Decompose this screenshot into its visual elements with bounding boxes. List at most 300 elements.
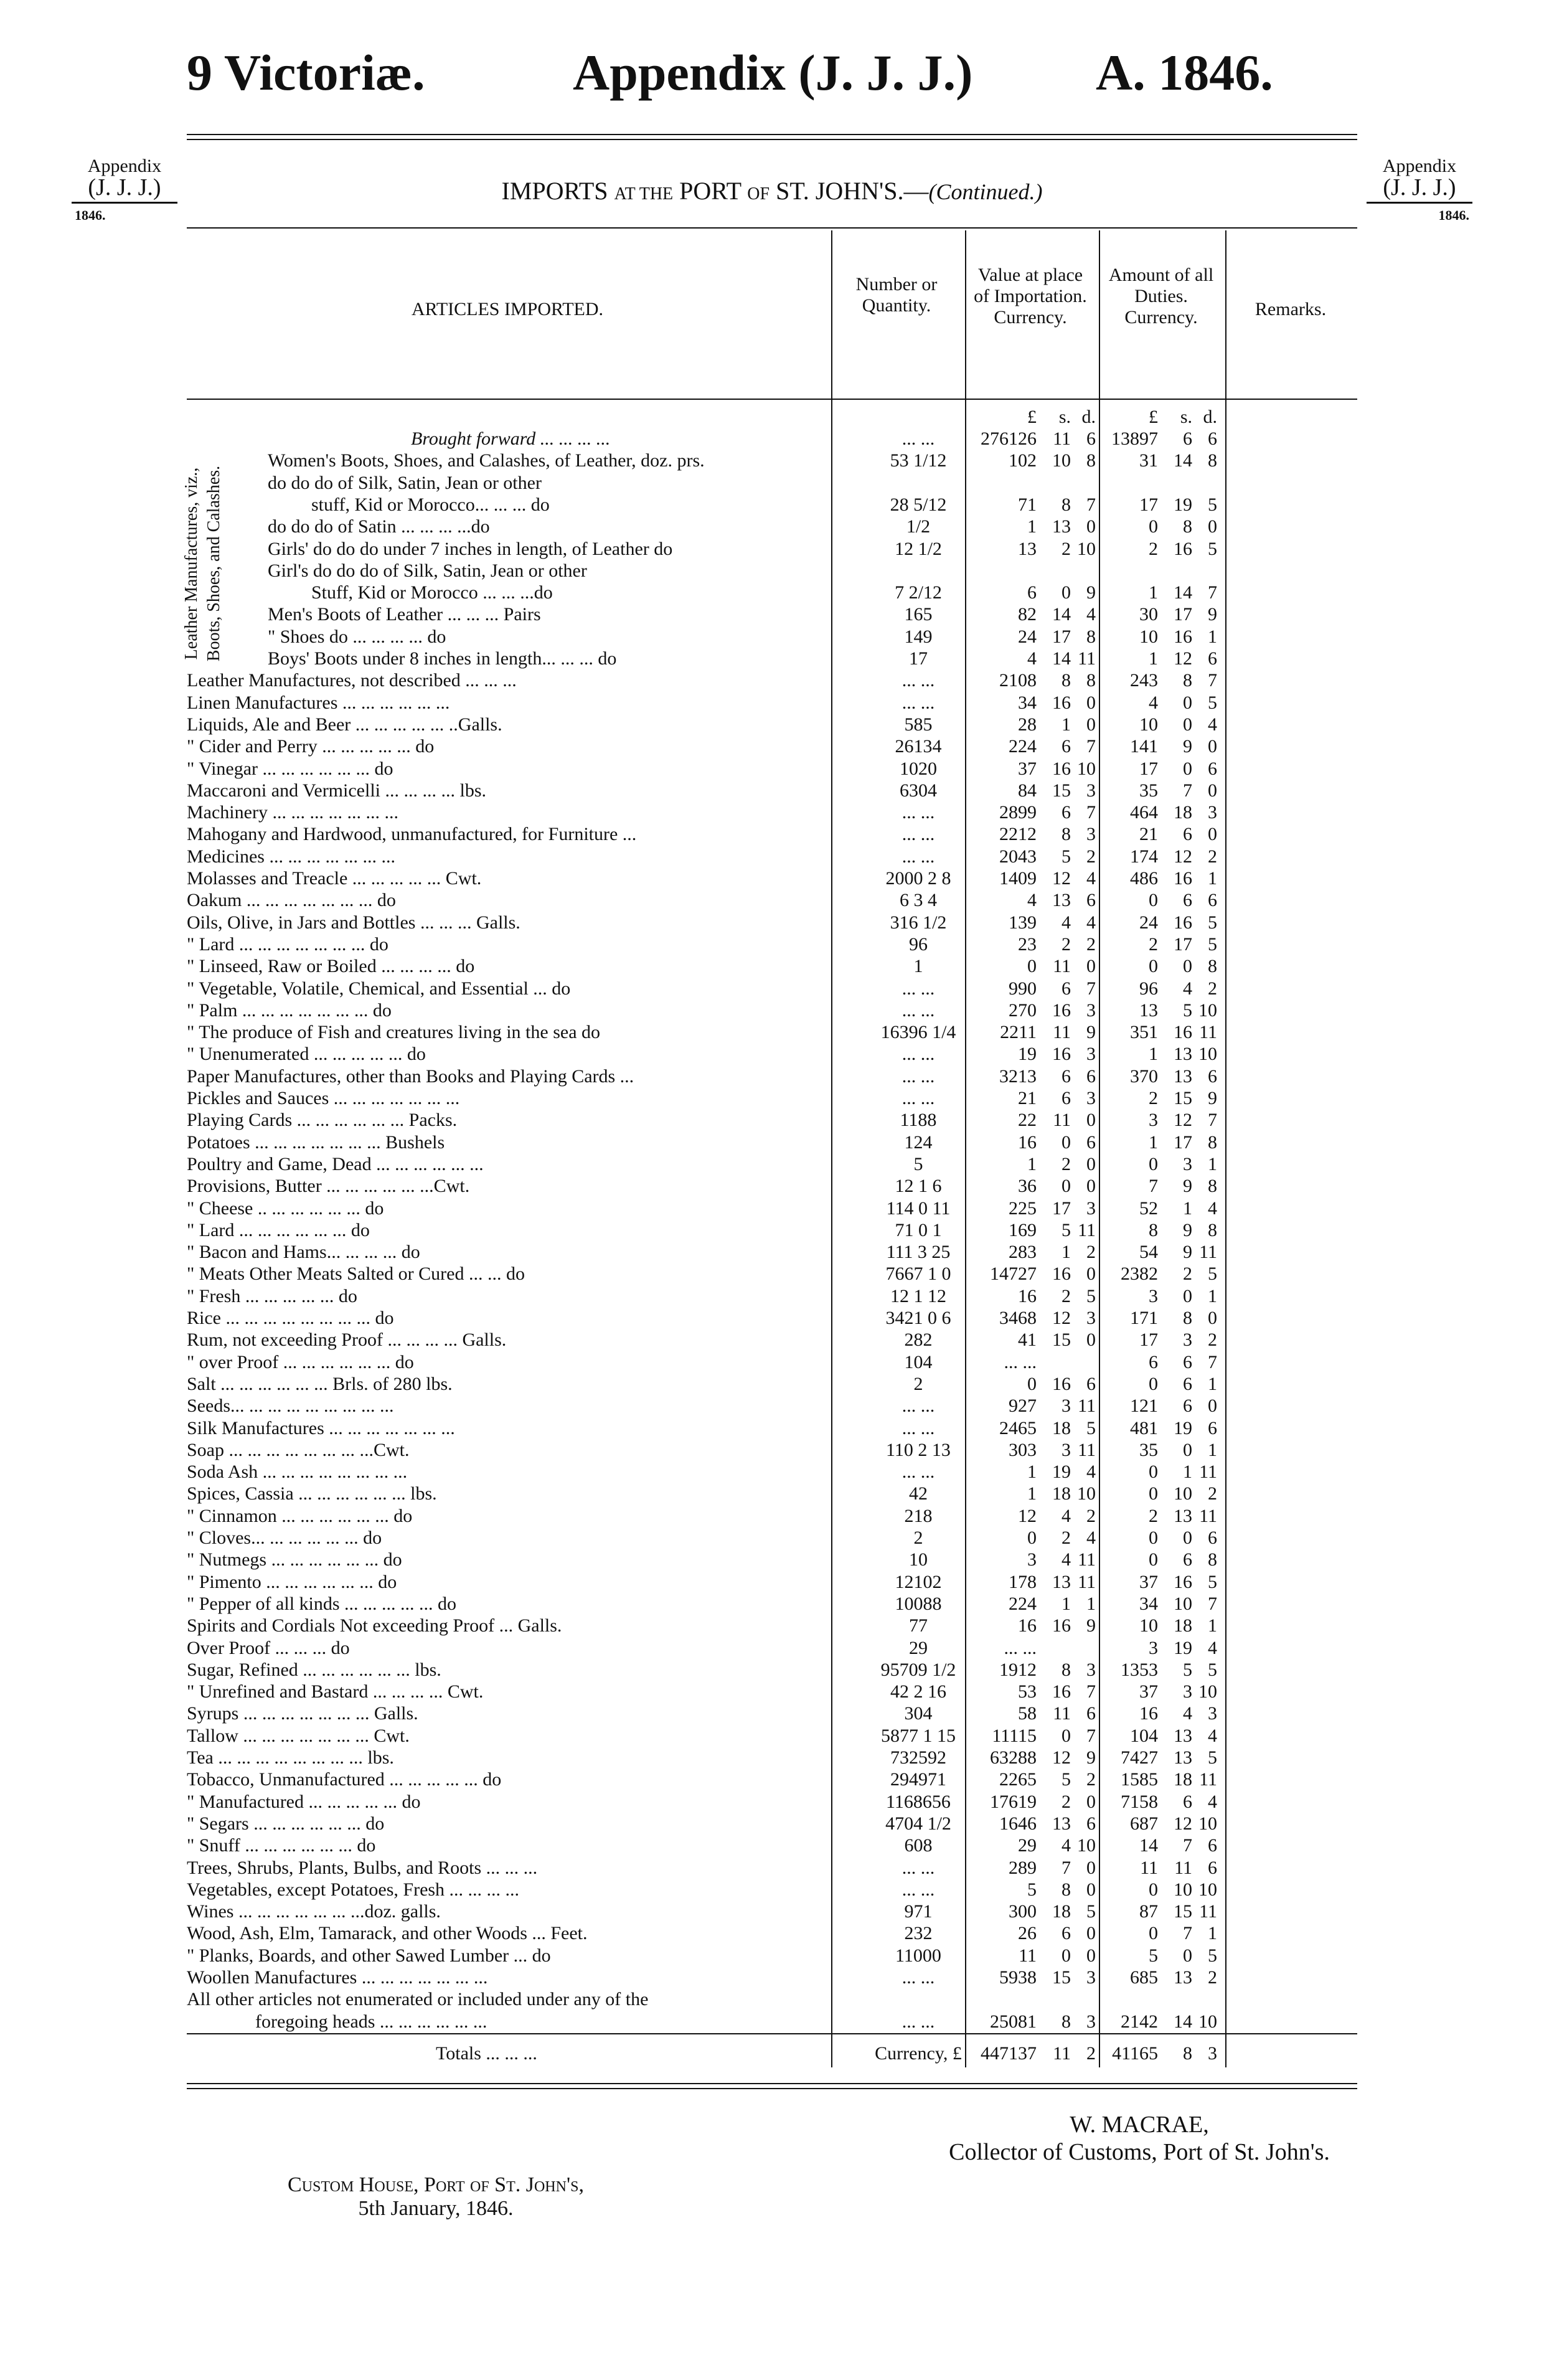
cell-duties-pounds: 0 [1149, 1373, 1158, 1394]
cell-value-shillings: 18 [1052, 1417, 1071, 1438]
cell-quantity: ... ... [901, 670, 935, 691]
cell-duties-pounds: 171 [1130, 1308, 1158, 1328]
cell-duties-pounds: 54 [1139, 1242, 1158, 1263]
cell-value-pounds: 21 [1018, 1088, 1037, 1108]
cell-quantity: 585 [904, 714, 933, 735]
cell-duties-pence: 1 [1208, 626, 1217, 647]
cell-article: Wood, Ash, Elm, Tamarack, and other Woods ... Feet. [187, 1923, 588, 1944]
cell-value-shillings: 11 [1053, 428, 1071, 449]
cell-value-pounds: 2899 [999, 802, 1037, 823]
cell-article: " Segars ... ... ... ... ... ... do [187, 1813, 385, 1834]
table-row [187, 1571, 1245, 1593]
cell-quantity: 124 [904, 1131, 933, 1153]
cell-duties-pence: 11 [1199, 1769, 1217, 1790]
table-row [187, 472, 1245, 494]
cell-duties-shillings: 16 [1174, 626, 1192, 647]
cell-duties-shillings: 6 [1183, 824, 1192, 845]
cell-duties-pence: 10 [1198, 1879, 1217, 1900]
cell-duties-pence: 11 [1199, 1242, 1217, 1263]
cell-duties-pounds: 0 [1149, 1528, 1158, 1548]
cell-duties-pence: 8 [1208, 1219, 1217, 1240]
cell-duties-pounds: 1585 [1121, 1769, 1158, 1790]
cell-duties-pounds: 34 [1139, 1593, 1158, 1614]
totals-value-shillings: 11 [1053, 2043, 1071, 2064]
cell-duties-shillings: 17 [1174, 1131, 1192, 1153]
cell-value-pence: 4 [1086, 912, 1096, 933]
cell-value-pence: 0 [1086, 1945, 1096, 1966]
cell-value-shillings: 13 [1052, 890, 1071, 911]
cell-quantity: 29 [909, 1637, 928, 1658]
cell-duties-pence: 5 [1208, 1659, 1217, 1680]
cell-quantity: ... ... [901, 1879, 935, 1900]
col-head-articles: ARTICLES IMPORTED. [411, 299, 604, 319]
cell-quantity: ... ... [901, 1088, 935, 1108]
side-note-right [1363, 156, 1476, 226]
cell-duties-pounds: 10 [1139, 714, 1158, 735]
cell-duties-shillings: 18 [1174, 802, 1192, 823]
cell-duties-pence: 7 [1208, 670, 1217, 691]
table-row [187, 1659, 1245, 1681]
cell-article: do do do of Silk, Satin, Jean or other [268, 472, 542, 493]
cell-article: Playing Cards ... ... ... ... ... ... Packs. [187, 1110, 458, 1131]
cell-value-pence: 6 [1086, 1813, 1096, 1834]
cell-quantity: 5877 1 15 [881, 1725, 956, 1746]
cell-value-pence: 7 [1086, 494, 1096, 515]
cell-quantity: 71 0 1 [895, 1219, 942, 1240]
table-row [187, 603, 1245, 625]
cell-quantity: 316 1/2 [890, 912, 947, 933]
cell-value-pounds: 1 [1027, 1462, 1037, 1483]
table-row [187, 1945, 1245, 1967]
cell-article: Sugar, Refined ... ... ... ... ... ... lbs. [187, 1659, 441, 1680]
table-row [187, 1768, 1245, 1790]
cell-duties-pounds: 21 [1139, 824, 1158, 845]
cell-duties-shillings: 7 [1183, 1923, 1192, 1944]
cell-value-pence: 3 [1086, 824, 1096, 845]
cell-value-shillings: 13 [1052, 1813, 1071, 1834]
cell-value-pence: 0 [1086, 956, 1096, 977]
cell-value-shillings: 1 [1062, 714, 1071, 735]
cell-value-pence: 11 [1078, 1549, 1096, 1570]
side-note-rule [1367, 202, 1472, 204]
cell-value-pounds: 2212 [999, 824, 1037, 845]
cell-article: Machinery ... ... ... ... ... ... ... [187, 802, 398, 823]
cell-duties-pounds: 52 [1139, 1197, 1158, 1219]
cell-value-pounds: 270 [1009, 999, 1037, 1021]
cell-duties-pounds: 2382 [1121, 1263, 1158, 1285]
cell-duties-pence: 1 [1208, 868, 1217, 889]
table-row [187, 801, 1245, 823]
title-rule [187, 227, 1357, 229]
cell-duties-shillings: 10 [1174, 1593, 1192, 1614]
cell-duties-shillings: 0 [1183, 1528, 1192, 1548]
table-row [187, 1131, 1245, 1153]
cell-value-shillings: 6 [1062, 802, 1071, 823]
cell-article: Poultry and Game, Dead ... ... ... ... ... ... [187, 1153, 484, 1174]
cell-value-shillings: 2 [1062, 1791, 1071, 1812]
cell-value-shillings: 8 [1062, 494, 1071, 515]
cell-duties-pence: 10 [1198, 2011, 1217, 2032]
cell-quantity: ... ... [901, 1967, 935, 1988]
table-row [187, 889, 1245, 911]
cell-quantity: ... ... [901, 2011, 935, 2032]
cell-duties-pence: 6 [1208, 890, 1217, 911]
cell-quantity: 732592 [890, 1747, 946, 1768]
cell-value-pounds: 6 [1027, 582, 1037, 603]
cell-duties-shillings: 18 [1174, 1615, 1192, 1636]
cell-value-pounds: 3 [1027, 1549, 1037, 1570]
cell-value-pounds: 28 [1018, 714, 1037, 735]
cell-quantity: ... ... [901, 978, 935, 999]
cell-value-pounds: 22 [1018, 1110, 1037, 1131]
cell-value-pence: 7 [1086, 802, 1096, 823]
cell-value-pounds: 26 [1018, 1923, 1037, 1944]
cell-duties-shillings: 8 [1183, 516, 1192, 537]
cell-quantity: 971 [904, 1901, 933, 1922]
cell-value-shillings: 4 [1062, 1505, 1071, 1526]
table-row [187, 1219, 1245, 1241]
cell-duties-pence: 10 [1198, 1813, 1217, 1834]
cell-article: " Snuff ... ... ... ... ... ... do [187, 1835, 376, 1856]
cell-value-shillings: 6 [1062, 1923, 1071, 1944]
table-row [187, 758, 1245, 780]
cell-duties-pounds: 2142 [1121, 2011, 1158, 2032]
cell-value-shillings: 0 [1062, 1131, 1071, 1153]
cell-duties-pence: 5 [1208, 912, 1217, 933]
cell-value-pounds: 2265 [999, 1769, 1037, 1790]
cell-duties-shillings: 13 [1174, 1967, 1192, 1988]
cell-value-pounds: 58 [1018, 1703, 1037, 1724]
cell-value-pence: 7 [1086, 1681, 1096, 1702]
cell-value-shillings: 2 [1062, 538, 1071, 559]
cell-duties-pence: 5 [1208, 1747, 1217, 1768]
table-row [187, 867, 1245, 889]
cell-value-pounds: 102 [1009, 450, 1037, 471]
cell-duties-shillings: 9 [1183, 1219, 1192, 1240]
cell-quantity: 304 [904, 1703, 933, 1724]
cell-duties-pence: 5 [1208, 933, 1217, 955]
footer-line1: Custom House, Port of St. John's, [288, 2173, 584, 2196]
totals-duties-pounds: 41165 [1112, 2043, 1158, 2064]
cell-article: " Cider and Perry ... ... ... ... ... do [187, 736, 435, 757]
cell-duties-shillings: 0 [1183, 1285, 1192, 1306]
cell-quantity: ... ... [901, 1417, 935, 1438]
cell-article: Silk Manufactures ... ... ... ... ... ... ... [187, 1417, 455, 1438]
cell-value-pounds: 71 [1018, 494, 1037, 515]
totals-duties-pence: 3 [1208, 2043, 1217, 2064]
cell-value-pounds: 17619 [990, 1791, 1037, 1812]
cell-duties-pounds: 13897 [1111, 428, 1158, 449]
totals-value-pounds: 447137 [981, 2043, 1037, 2064]
cell-value-pence: 3 [1086, 1197, 1096, 1219]
cell-article: Syrups ... ... ... ... ... ... ... Galls. [187, 1703, 418, 1724]
cell-value-shillings: 12 [1052, 868, 1071, 889]
cell-duties-pence: 8 [1208, 1176, 1217, 1197]
table-row [187, 1747, 1245, 1768]
cell-duties-pounds: 687 [1130, 1813, 1158, 1834]
cell-value-pence: 3 [1086, 780, 1096, 801]
cell-duties-shillings: 15 [1174, 1088, 1192, 1108]
cell-article: " Shoes do ... ... ... ... do [268, 626, 446, 647]
cell-duties-pounds: 37 [1139, 1571, 1158, 1592]
cell-value-pence: 0 [1086, 1176, 1096, 1197]
cell-value-pounds: 82 [1018, 604, 1037, 625]
cell-article: Girl's do do do of Silk, Satin, Jean or other [268, 560, 587, 581]
cell-value-pence: 0 [1086, 1263, 1096, 1285]
cell-value-pence: 6 [1086, 1703, 1096, 1724]
cell-duties-pence: 1 [1208, 1615, 1217, 1636]
cell-value-shillings: 15 [1052, 780, 1071, 801]
cell-value-pence: 10 [1077, 1483, 1096, 1504]
cell-value-pounds: 63288 [990, 1747, 1037, 1768]
cell-value-shillings: 11 [1053, 956, 1071, 977]
col-head-value: Value at place of Importation. Currency. [974, 265, 1087, 328]
side-note-line2: (J. J. J.) [88, 174, 161, 201]
cell-quantity: 165 [904, 604, 933, 625]
cell-duties-pounds: 5 [1149, 1945, 1158, 1966]
table-row [187, 1285, 1245, 1307]
table-row [187, 648, 1245, 669]
cell-duties-shillings: 7 [1183, 780, 1192, 801]
cell-duties-pounds: 104 [1130, 1725, 1158, 1746]
cell-article: Mahogany and Hardwood, unmanufactured, for Furniture ... [187, 824, 637, 845]
cell-value-shillings: 6 [1062, 736, 1071, 757]
totals-row [187, 2042, 1245, 2064]
cell-value-pounds: ... ... [1004, 1637, 1037, 1658]
cell-duties-shillings: 4 [1183, 978, 1192, 999]
cell-value-shillings: 5 [1062, 1769, 1071, 1790]
cell-duties-pounds: 3 [1149, 1637, 1158, 1658]
cell-value-pounds: 0 [1027, 1373, 1037, 1394]
cell-duties-shillings: 1 [1183, 1462, 1192, 1483]
cell-quantity: 10 [909, 1549, 928, 1570]
cell-value-shillings: 17 [1052, 626, 1071, 647]
side-note-line2: (J. J. J.) [1383, 174, 1456, 201]
cell-value-pence: 6 [1086, 428, 1096, 449]
cell-duties-pence: 4 [1208, 1637, 1217, 1658]
table-row [187, 428, 1245, 450]
cell-value-shillings: 16 [1052, 1044, 1071, 1065]
cell-duties-pounds: 0 [1149, 1153, 1158, 1174]
cell-value-pounds: 11 [1019, 1945, 1037, 1966]
side-note-left [68, 156, 181, 226]
header-rule [187, 399, 1357, 400]
bottom-double-rule [187, 2083, 1357, 2089]
leather-group-text: Leather Manufactures, viz., Boots, Shoes, and Calashes. [182, 465, 224, 662]
signature [859, 2111, 1419, 2166]
cell-duties-pounds: 1 [1149, 1044, 1158, 1065]
cell-article: Wines ... ... ... ... ... ... ...doz. galls. [187, 1901, 441, 1922]
side-note-year: 1846. [75, 207, 106, 223]
cell-article: Rum, not exceeding Proof ... ... ... ... Galls. [187, 1329, 507, 1351]
cell-duties-pence: 5 [1208, 1945, 1217, 1966]
cell-duties-pounds: 481 [1130, 1417, 1158, 1438]
cell-duties-shillings: 13 [1174, 1065, 1192, 1087]
cell-quantity: 1168656 [886, 1791, 951, 1812]
cell-duties-pounds: 7 [1149, 1176, 1158, 1197]
cell-value-pounds: 11115 [992, 1725, 1037, 1746]
cell-article: Spices, Cassia ... ... ... ... ... ... lbs. [187, 1483, 437, 1504]
cell-value-shillings: 16 [1052, 999, 1071, 1021]
cell-quantity: 110 2 13 [886, 1439, 951, 1460]
cell-duties-pence: 9 [1208, 1088, 1217, 1108]
cell-quantity: 16396 1/4 [880, 1022, 956, 1043]
cell-duties-pence: 0 [1208, 1308, 1217, 1328]
cell-duties-pounds: 0 [1149, 516, 1158, 537]
cell-value-shillings: 5 [1062, 846, 1071, 867]
cell-value-pounds: 224 [1009, 736, 1037, 757]
cell-value-pounds: 224 [1009, 1593, 1037, 1614]
table-row [187, 1791, 1245, 1813]
cell-quantity: 77 [909, 1615, 928, 1636]
cell-article: do do do of Satin ... ... ... ...do [268, 516, 490, 537]
cell-duties-pence: 0 [1208, 736, 1217, 757]
cell-value-shillings: 11 [1053, 1110, 1071, 1131]
cell-duties-pounds: 87 [1139, 1901, 1158, 1922]
cell-article: Vegetables, except Potatoes, Fresh ... ... ... ... [187, 1879, 520, 1900]
cell-article: Soda Ash ... ... ... ... ... ... ... ... [187, 1462, 408, 1483]
cell-duties-pounds: 96 [1139, 978, 1158, 999]
cell-duties-pounds: 7427 [1121, 1747, 1158, 1768]
cell-duties-shillings: 13 [1174, 1725, 1192, 1746]
cell-duties-pounds: 0 [1149, 1462, 1158, 1483]
cell-article: " Meats Other Meats Salted or Cured ... ... do [187, 1263, 525, 1285]
cell-value-pounds: 12 [1018, 1505, 1037, 1526]
title-continued: (Continued.) [928, 179, 1043, 204]
cell-duties-pence: 1 [1208, 1153, 1217, 1174]
table-row [187, 1153, 1245, 1175]
cell-duties-pence: 8 [1208, 450, 1217, 471]
cell-article: Leather Manufactures, not described ... ... ... [187, 670, 517, 691]
cell-value-pence: 0 [1086, 516, 1096, 537]
cell-quantity: 2 [913, 1528, 923, 1548]
cell-duties-pounds: 1 [1149, 648, 1158, 669]
cell-value-shillings: 8 [1062, 1659, 1071, 1680]
cell-value-pounds: 225 [1009, 1197, 1037, 1219]
cell-value-pence: 8 [1086, 450, 1096, 471]
cell-article: All other articles not enumerated or included under any of the [187, 1989, 649, 2010]
cell-article: Rice ... ... ... ... ... ... ... ... do [187, 1308, 394, 1328]
cell-duties-shillings: 17 [1174, 933, 1192, 955]
cell-duties-shillings: 18 [1174, 1769, 1192, 1790]
cell-article: " Cloves... ... ... ... ... ... do [187, 1528, 382, 1548]
cell-value-shillings: 16 [1052, 1615, 1071, 1636]
cell-duties-shillings: 14 [1174, 2011, 1192, 2032]
cell-duties-shillings: 3 [1183, 1153, 1192, 1174]
cell-duties-shillings: 3 [1183, 1329, 1192, 1351]
cell-duties-pounds: 464 [1130, 802, 1158, 823]
cell-duties-pounds: 3 [1149, 1285, 1158, 1306]
cell-quantity: 42 [909, 1483, 928, 1504]
cell-duties-shillings: 13 [1174, 1747, 1192, 1768]
table-row [187, 1922, 1245, 1944]
cell-value-shillings: 2 [1062, 933, 1071, 955]
cell-article: " Vegetable, Volatile, Chemical, and Essential ... do [187, 978, 571, 999]
table-row [187, 450, 1245, 471]
cell-duties-shillings: 12 [1174, 846, 1192, 867]
cell-article: Provisions, Butter ... ... ... ... ... ...Cwt. [187, 1176, 470, 1197]
footer-place-date [187, 2173, 685, 2221]
cell-value-pence: 3 [1086, 2011, 1096, 2032]
cell-value-pence: 3 [1086, 999, 1096, 1021]
cell-duties-pounds: 17 [1139, 494, 1158, 515]
cell-duties-pence: 8 [1208, 956, 1217, 977]
cell-value-pence: 3 [1086, 1308, 1096, 1328]
cell-value-shillings: 0 [1062, 1725, 1071, 1746]
table-row [187, 978, 1245, 999]
cell-value-pounds: 37 [1018, 758, 1037, 779]
cell-value-pence: 3 [1086, 1659, 1096, 1680]
cell-duties-pounds: 17 [1139, 1329, 1158, 1351]
cell-value-shillings: 18 [1052, 1483, 1071, 1504]
cell-value-shillings: 4 [1062, 1835, 1071, 1856]
cell-duties-pence: 6 [1208, 1417, 1217, 1438]
cell-value-pounds: 289 [1009, 1857, 1037, 1878]
top-double-rule [187, 134, 1357, 140]
cell-duties-pence: 1 [1208, 1285, 1217, 1306]
cell-duties-pence: 0 [1208, 1395, 1217, 1417]
cell-duties-pence: 0 [1208, 780, 1217, 801]
table-row [187, 1967, 1245, 1988]
table-row [187, 2011, 1245, 2033]
table-row [187, 669, 1245, 691]
cell-duties-pence: 7 [1208, 1351, 1217, 1372]
table-row [187, 1615, 1245, 1636]
cell-value-pounds: 5938 [999, 1967, 1037, 1988]
cell-duties-pounds: 30 [1139, 604, 1158, 625]
cell-quantity: 2000 2 8 [885, 868, 951, 889]
cell-duties-shillings: 19 [1174, 1637, 1192, 1658]
title-place: ST. JOHN'S.— [776, 177, 929, 205]
cell-quantity: ... ... [901, 692, 935, 713]
cell-duties-pence: 3 [1208, 802, 1217, 823]
cell-duties-pounds: 2 [1149, 1505, 1158, 1526]
cell-article: Oils, Olive, in Jars and Bottles ... ... ... Galls. [187, 912, 520, 933]
cell-quantity: ... ... [901, 999, 935, 1021]
cell-value-pence: 4 [1086, 868, 1096, 889]
cell-value-pence: 2 [1086, 846, 1096, 867]
table-row [187, 1417, 1245, 1439]
cell-duties-pounds: 37 [1139, 1681, 1158, 1702]
cell-value-pence: 2 [1086, 1769, 1096, 1790]
cell-duties-pounds: 8 [1149, 1219, 1158, 1240]
cell-value-pence: 7 [1086, 736, 1096, 757]
cell-value-shillings: 12 [1052, 1747, 1071, 1768]
cell-value-pence: 0 [1086, 1923, 1096, 1944]
cell-duties-pence: 2 [1208, 978, 1217, 999]
cell-value-pence: 0 [1086, 1110, 1096, 1131]
cell-value-pounds: 1409 [999, 868, 1037, 889]
cell-value-pounds: 25081 [990, 2011, 1037, 2032]
cell-duties-pounds: 0 [1149, 1923, 1158, 1944]
footer-line2: 5th January, 1846. [358, 2197, 514, 2220]
cell-duties-pence: 7 [1208, 582, 1217, 603]
cell-value-shillings: 3 [1062, 1395, 1071, 1417]
cell-value-pounds: 1 [1027, 1483, 1037, 1504]
table-row [187, 1549, 1245, 1570]
cell-duties-shillings: 5 [1183, 1659, 1192, 1680]
cell-duties-pounds: 35 [1139, 1439, 1158, 1460]
table-row [187, 582, 1245, 603]
side-note-rule [72, 202, 177, 204]
cell-duties-shillings: 13 [1174, 1044, 1192, 1065]
cell-duties-pounds: 11 [1140, 1857, 1158, 1878]
cell-quantity: 12 1/2 [895, 538, 942, 559]
cell-duties-pounds: 0 [1149, 1549, 1158, 1570]
cell-value-pence: 11 [1078, 648, 1096, 669]
cell-value-pence: 10 [1077, 538, 1096, 559]
side-note-year: 1846. [1438, 207, 1469, 223]
